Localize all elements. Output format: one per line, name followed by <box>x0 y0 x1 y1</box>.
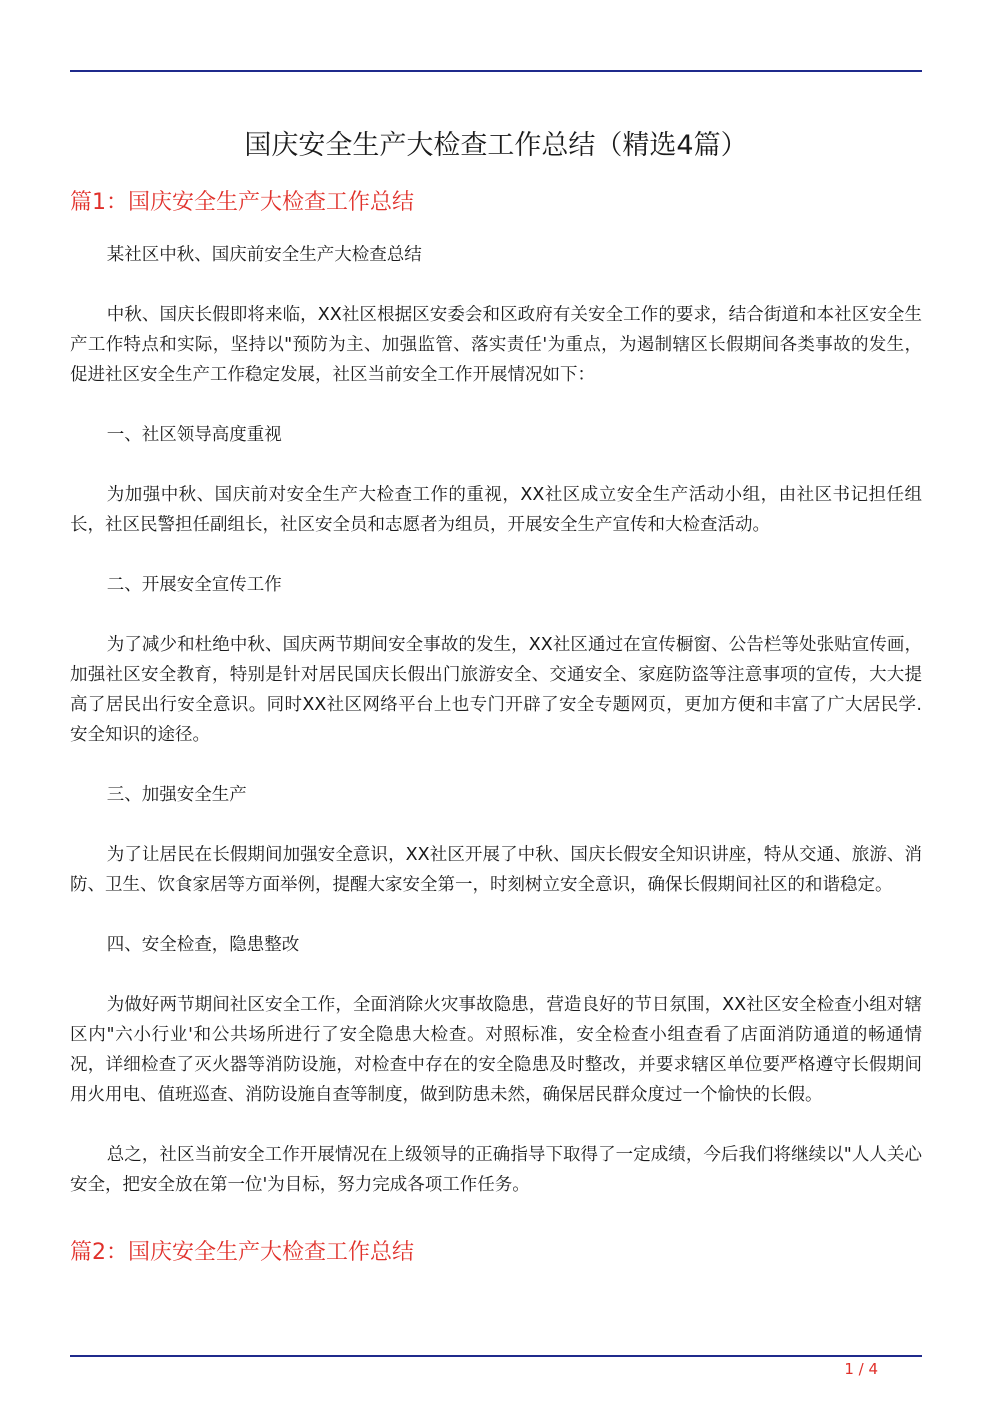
paragraph-conclusion: 总之，社区当前安全工作开展情况在上级领导的正确指导下取得了一定成绩，今后我们将继续以"人人关心安全，把安全放在第一位'为目标，努力完成各项工作任务。 <box>70 1145 922 1195</box>
paragraph-inspection: 为做好两节期间社区安全工作，全面消除火灾事故隐患，营造良好的节日氛围，XX社区安全检查小组对辖区内"六小行业'和公共场所进行了安全隐患大检查。对照标准，安全检查小组查看了店面消防通道的畅通情况，详细检查了灭火器等消防设施，对检查中存在的安全隐患及时整改，并要求辖区单位要严格遵守长假期间用火用电、值班巡查、消防设施自查等制度，做到防患未然，确保居民群众度过一个愉快的长假。 <box>70 995 922 1105</box>
document-title: 国庆安全生产大检查工作总结（精选4篇） <box>244 130 748 161</box>
header-rule <box>70 70 922 72</box>
paragraph-safety-production: 为了让居民在长假期间加强安全意识，XX社区开展了中秋、国庆长假安全知识讲座，特从交通、旅游、消防、卫生、饮食家居等方面举例，提醒大家安全第一，时刻树立安全意识，确保长假期间社区的和谐稳定。 <box>70 845 922 895</box>
document-body <box>70 240 922 1230</box>
subheading-publicity: 二、开展安全宣传工作 <box>106 575 282 595</box>
paragraph-leadership: 为加强中秋、国庆前对安全生产大检查工作的重视，XX社区成立安全生产活动小组，由社区书记担任组长，社区民警担任副组长，社区安全员和志愿者为组员，开展安全生产宣传和大检查活动。 <box>70 485 922 535</box>
section-1-heading: 篇1：国庆安全生产大检查工作总结 <box>70 190 414 215</box>
paragraph-publicity: 为了减少和杜绝中秋、国庆两节期间安全事故的发生，XX社区通过在宣传橱窗、公告栏等处张贴宣传画，加强社区安全教育，特别是针对居民国庆长假出门旅游安全、交通安全、家庭防盗等注意事项的宣传，大大提高了居民出行安全意识。同时XX社区网络平台上也专门开辟了安全专题网页，更加方便和丰富了广大居民学.安全知识的途径。 <box>70 635 922 745</box>
footer-rule <box>70 1355 922 1357</box>
subheading-safety-production: 三、加强安全生产 <box>106 785 247 805</box>
section-2-heading: 篇2：国庆安全生产大检查工作总结 <box>70 1240 414 1265</box>
subheading-leadership: 一、社区领导高度重视 <box>106 425 282 445</box>
page-number: 1 / 4 <box>844 1360 878 1378</box>
paragraph-overview: 中秋、国庆长假即将来临，XX社区根据区安委会和区政府有关安全工作的要求，结合街道和本社区安全生产工作特点和实际，坚持以"预防为主、加强监管、落实责任'为重点，为遏制辖区长假期间各类事故的发生，促进社区安全生产工作稳定发展，社区当前安全工作开展情况如下： <box>70 305 922 385</box>
subheading-inspection: 四、安全检查，隐患整改 <box>106 935 300 955</box>
paragraph-intro: 某社区中秋、国庆前安全生产大检查总结 <box>106 245 422 265</box>
